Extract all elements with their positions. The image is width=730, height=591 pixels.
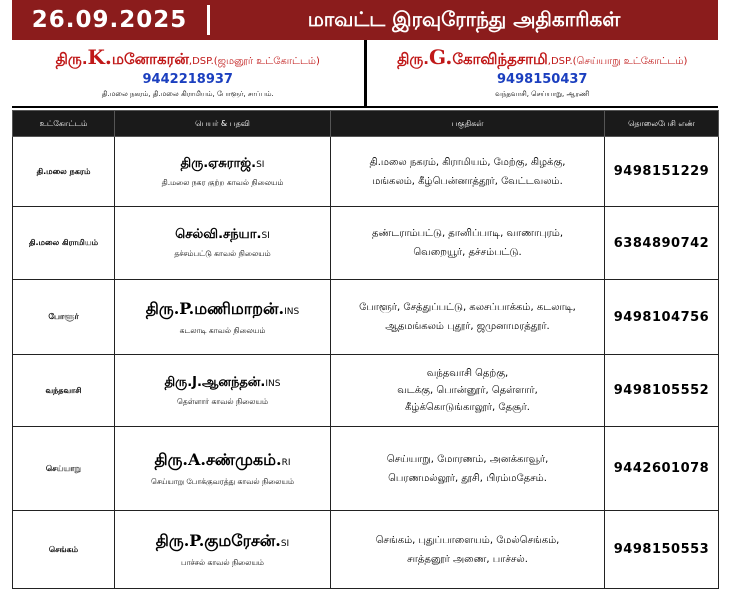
col-header-phone: தொலைபேசி எண் xyxy=(605,111,719,137)
supervising-officer-2 xyxy=(364,40,719,106)
officer-cell xyxy=(115,355,331,427)
supervising-officers xyxy=(12,40,718,108)
officer-name: செல்வி.சந்யா.SI xyxy=(175,227,270,242)
phone-cell: 9498105552 xyxy=(605,355,719,427)
station-cell: செங்கம் xyxy=(13,511,115,589)
officer-cell xyxy=(115,137,331,207)
phone-cell: 9442601078 xyxy=(605,427,719,511)
officer-phone: 9498150437 xyxy=(497,72,588,87)
areas-cell: தி.மலை நகரம், கிராமியம், மேற்கு, கிழக்கு, மங்கலம், கீழ்பென்னாத்தூர், வேட்டவலம். xyxy=(331,137,605,207)
officer-areas: தி.மலை நகரம், தி.மலை கிராமியம், போளூர், சாப்பம். xyxy=(101,90,274,98)
table-row xyxy=(13,427,719,511)
areas-cell: செய்யாறு, மோரணம், அனக்காவூர், பெரணமல்லூர், தூசி, பிரம்மதேசம். xyxy=(331,427,605,511)
night-patrol-table xyxy=(12,110,719,589)
table-header-row xyxy=(13,111,719,137)
officer-cell xyxy=(115,511,331,589)
officer-unit: செய்யாறு போக்குவரத்து காவல் நிலையம் xyxy=(151,477,294,486)
officer-phone: 9442218937 xyxy=(142,72,233,87)
officer-name: திரு.K.மனோகரன்,DSP.(ஜமனூர் உட்கோட்டம்) xyxy=(55,45,320,69)
station-cell: வந்தவாசி xyxy=(13,355,115,427)
officer-name: திரு.A.சண்முகம்.RI xyxy=(154,450,291,469)
col-header-areas: பகுதிகள் xyxy=(331,111,605,137)
station-cell: செய்யாறு xyxy=(13,427,115,511)
officer-name: திரு.J.ஆனந்தன்.INS xyxy=(164,374,281,390)
officer-unit: தச்சம்பட்டு காவல் நிலையம் xyxy=(174,249,271,258)
officer-unit: தி.மலை நகர குற்ற காவல் நிலையம் xyxy=(161,177,284,187)
table-row xyxy=(13,280,719,355)
officer-cell xyxy=(115,427,331,511)
officer-areas: வந்தவாசி, செய்யாறு, ஆரணி xyxy=(495,90,590,98)
officer-cell xyxy=(115,207,331,280)
areas-cell: வந்தவாசி தெற்கு, வடக்கு, பொன்னூர், தெள்ளார், கீழ்க்கொடுங்காலூர், தேசூர். xyxy=(331,355,605,427)
title-bar xyxy=(12,0,718,40)
table-row xyxy=(13,511,719,589)
phone-cell: 9498151229 xyxy=(605,137,719,207)
officer-name: திரு.G.கோவிந்தசாமி,DSP.(செய்யாறு உட்கோட்டம்) xyxy=(397,45,688,69)
station-cell: தி.மலை நகரம் xyxy=(13,137,115,207)
officer-name: திரு.P.குமரேசன்.SI xyxy=(155,531,290,550)
officer-cell xyxy=(115,280,331,355)
phone-cell: 6384890742 xyxy=(605,207,719,280)
phone-cell: 9498150553 xyxy=(605,511,719,589)
col-header-officer: பெயர் & பதவி xyxy=(115,111,331,137)
roster-title: மாவட்ட இரவுரோந்து அதிகாரிகள் xyxy=(307,6,621,31)
areas-cell: செங்கம், புதுப்பாளையம், மேல்செங்கம், சாத்தனூர் அணை, பாச்சல். xyxy=(331,511,605,589)
areas-cell: தண்டராம்பட்டு, தானிப்பாடி, வாணாபுரம், வெறையூர், தச்சம்பட்டு. xyxy=(331,207,605,280)
phone-cell: 9498104756 xyxy=(605,280,719,355)
officer-name: திரு.ஏசுராஜ்.SI xyxy=(180,155,265,171)
station-cell: தி.மலை கிராமியம் xyxy=(13,207,115,280)
col-header-subdivision: உட்கோட்டம் xyxy=(13,111,115,137)
table-row xyxy=(13,355,719,427)
station-cell: போளூர் xyxy=(13,280,115,355)
officer-unit: தெள்ளார் காவல் நிலையம் xyxy=(177,396,268,406)
roster-date: 26.09.2025 xyxy=(31,7,188,33)
table-row xyxy=(13,137,719,207)
supervising-officer-1 xyxy=(12,40,364,106)
officer-unit: கடலாடி காவல் நிலையம் xyxy=(179,325,266,335)
table-row xyxy=(13,207,719,280)
officer-unit: பாச்சல் காவல் நிலையம் xyxy=(181,558,264,567)
areas-cell: போளூர், சேத்துப்பட்டு, கலசப்பாக்கம், கடலாடி, ஆதமங்கலம் புதூர், ஜமுனாமரத்தூர். xyxy=(331,280,605,355)
officer-name: திரு.P.மணிமாறன்.INS xyxy=(145,298,300,318)
